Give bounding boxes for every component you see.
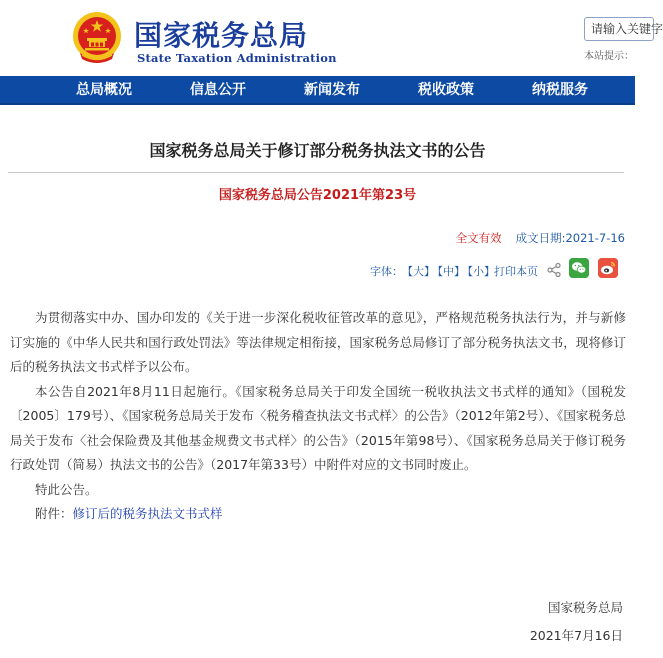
validity-status: 全文有效 xyxy=(455,231,502,245)
signature-date: 2021年7月16日 xyxy=(529,628,623,643)
attachment-line xyxy=(10,502,626,527)
nav-item-overview[interactable]: 总局概况 xyxy=(76,82,132,98)
nav-item-news[interactable]: 新闻发布 xyxy=(304,82,360,98)
site-title-cn[interactable]: 国家税务总局 xyxy=(134,19,309,52)
article-title: 国家税务总局关于修订部分税务执法文书的公告 xyxy=(149,141,486,160)
date-label: 成文日期: xyxy=(515,231,566,245)
date-value: 2021-7-16 xyxy=(565,231,625,245)
article-toolbar xyxy=(370,258,625,282)
print-button[interactable]: 打印本页 xyxy=(494,265,538,278)
weibo-icon[interactable] xyxy=(598,258,618,278)
paragraph: 为贯彻落实中办、国办印发的《关于进一步深化税收征管改革的意见》，严格规范税务执法行为，并与新修订实施的《中华人民共和国行政处罚法》等法律规定相衔接，国家税务总局修订了部分税务执法文书，现将修订后的税务执法文书式样予以公布。 xyxy=(10,310,626,374)
font-size-label: 字体： xyxy=(370,265,403,278)
attachment-link[interactable]: 修订后的税务执法文书式样 xyxy=(72,506,223,521)
paragraph: 特此公告。 xyxy=(35,481,98,497)
wechat-icon[interactable] xyxy=(569,258,589,278)
article-meta xyxy=(456,230,625,246)
doc-number: 国家税务总局公告2021年第23号 xyxy=(218,188,417,203)
share-icon[interactable] xyxy=(546,262,562,278)
font-medium-button[interactable]: 【中】 xyxy=(432,265,465,278)
site-header xyxy=(0,0,663,76)
font-large-button[interactable]: 【大】 xyxy=(402,265,435,278)
search-input[interactable]: 请输入关键字 xyxy=(584,17,654,41)
title-divider xyxy=(8,172,624,173)
signature-org: 国家税务总局 xyxy=(547,600,623,615)
article-body xyxy=(10,306,626,527)
main-nav xyxy=(0,76,635,105)
nav-item-taxpayer-service[interactable]: 纳税服务 xyxy=(532,82,588,98)
nav-item-tax-policy[interactable]: 税收政策 xyxy=(418,82,474,98)
font-small-button[interactable]: 【小】 xyxy=(462,265,495,278)
paragraph: 本公告自2021年8月11日起施行。《国家税务总局关于印发全国统一税收执法文书式样的通知》（国税发〔2005〕179号）、《国家税务总局关于发布〈税务稽查执法文书式样〉的公告》（2012年第2号）、《国家税务总局关于发布〈社会保险费及其他基金规费文书式样〉的公告》（2015年第98号）、《国家税务总局关于修订税务行政处罚（简易）执法文书的公告》（2017年第33号）中附件对应的文书同时废止。 xyxy=(10,383,626,472)
nav-item-info-disclosure[interactable]: 信息公开 xyxy=(190,82,246,98)
national-emblem-icon[interactable] xyxy=(72,9,122,65)
site-title-en[interactable]: State Taxation Administration xyxy=(137,51,337,65)
attachment-label: 附件： xyxy=(35,506,73,521)
site-note: 本站提示： xyxy=(584,51,634,62)
